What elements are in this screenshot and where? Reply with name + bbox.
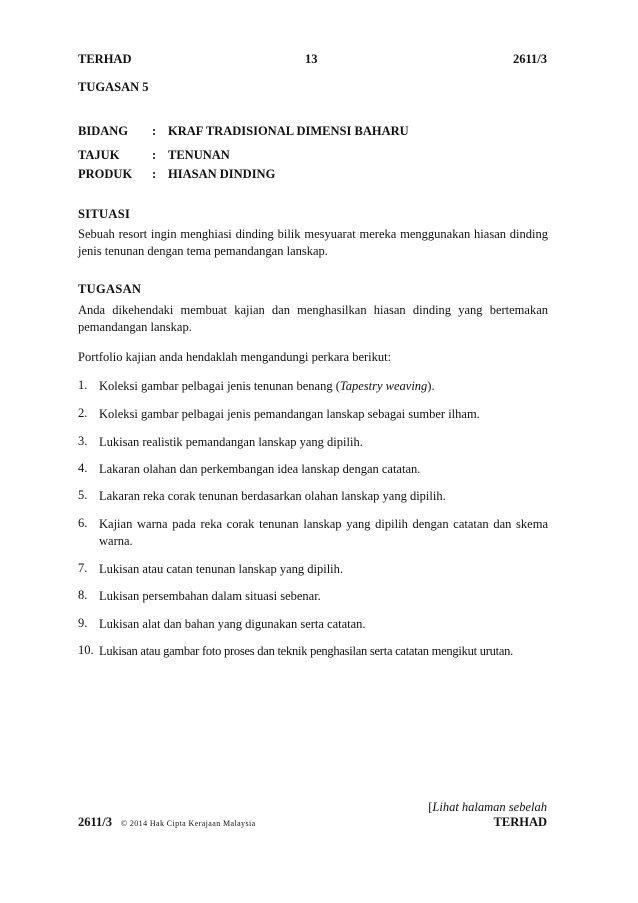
list-item-text: Lukisan realistik pemandangan lanskap yang dipilih.	[99, 435, 363, 449]
list-item-number: 9.	[78, 616, 88, 630]
list-item-text: Kajian warna pada reka corak tenunan lanskap yang dipilih dengan catatan dan skema warna.	[99, 517, 548, 548]
situasi-text: Sebuah resort ingin menghiasi dinding bilik mesyuarat mereka menggunakan hiasan dinding jenis tenunan dengan tema pemandangan lanskap.	[78, 227, 548, 258]
list-item-number: 2.	[78, 406, 88, 420]
list-item-number: 5.	[78, 488, 88, 502]
list-item-text: Lukisan atau catan tenunan lanskap yang dipilih.	[99, 562, 344, 576]
list-item-number: 4.	[78, 461, 88, 475]
header-paper-code: 2611/3	[512, 52, 547, 66]
footer-classification: TERHAD	[493, 815, 547, 829]
situasi-title: SITUASI	[78, 207, 131, 221]
tugasan-intro: Portfolio kajian anda hendaklah mengandungi perkara berikut:	[78, 350, 392, 364]
list-item-number: 7.	[78, 561, 88, 575]
list-item-number: 8.	[78, 588, 88, 602]
list-item-text: Lukisan atau gambar foto proses dan teknik penghasilan serta catatan mengikut urutan.	[99, 644, 514, 658]
header-page-number: 13	[305, 52, 318, 66]
meta-separator: :	[152, 167, 157, 181]
list-item-number: 6.	[78, 516, 88, 530]
list-item-text: Lukisan alat dan bahan yang digunakan serta catatan.	[99, 617, 366, 631]
tugasan-title: TUGASAN	[78, 282, 142, 296]
meta-value-bidang: KRAF TRADISIONAL DIMENSI BAHARU	[168, 124, 409, 138]
meta-label-tajuk: TAJUK	[78, 148, 120, 162]
list-item-text: Koleksi gambar pelbagai jenis tenunan benang (Tapestry weaving).	[99, 379, 435, 393]
footer-copyright: © 2014 Hak Cipta Kerajaan Malaysia	[121, 819, 256, 828]
meta-separator: :	[152, 124, 157, 138]
list-item-text: Lukisan persembahan dalam situasi sebenar.	[99, 589, 321, 603]
footer-paper-code: 2611/3	[78, 815, 113, 829]
list-item-number: 3.	[78, 434, 88, 448]
meta-separator: :	[152, 148, 157, 162]
header-classification: TERHAD	[78, 52, 132, 66]
meta-label-produk: PRODUK	[78, 167, 133, 181]
meta-value-produk: HIASAN DINDING	[168, 167, 276, 181]
list-item-text: Koleksi gambar pelbagai jenis pemandangan lanskap sebagai sumber ilham.	[99, 407, 480, 421]
list-item-number: 10.	[78, 643, 94, 657]
meta-label-bidang: BIDANG	[78, 124, 129, 138]
next-page-note: [Lihat halaman sebelah	[428, 800, 547, 814]
meta-value-tajuk: TENUNAN	[168, 148, 230, 162]
tugasan-text: Anda dikehendaki membuat kajian dan menghasilkan hiasan dinding yang bertemakan pemandangan lanskap.	[78, 303, 548, 334]
list-item-text: Lakaran reka corak tenunan berdasarkan olahan lanskap yang dipilih.	[99, 489, 446, 503]
task-heading: TUGASAN 5	[78, 80, 149, 94]
list-item-text: Lakaran olahan dan perkembangan idea lanskap dengan catatan.	[99, 462, 421, 476]
list-item-number: 1.	[78, 378, 88, 392]
